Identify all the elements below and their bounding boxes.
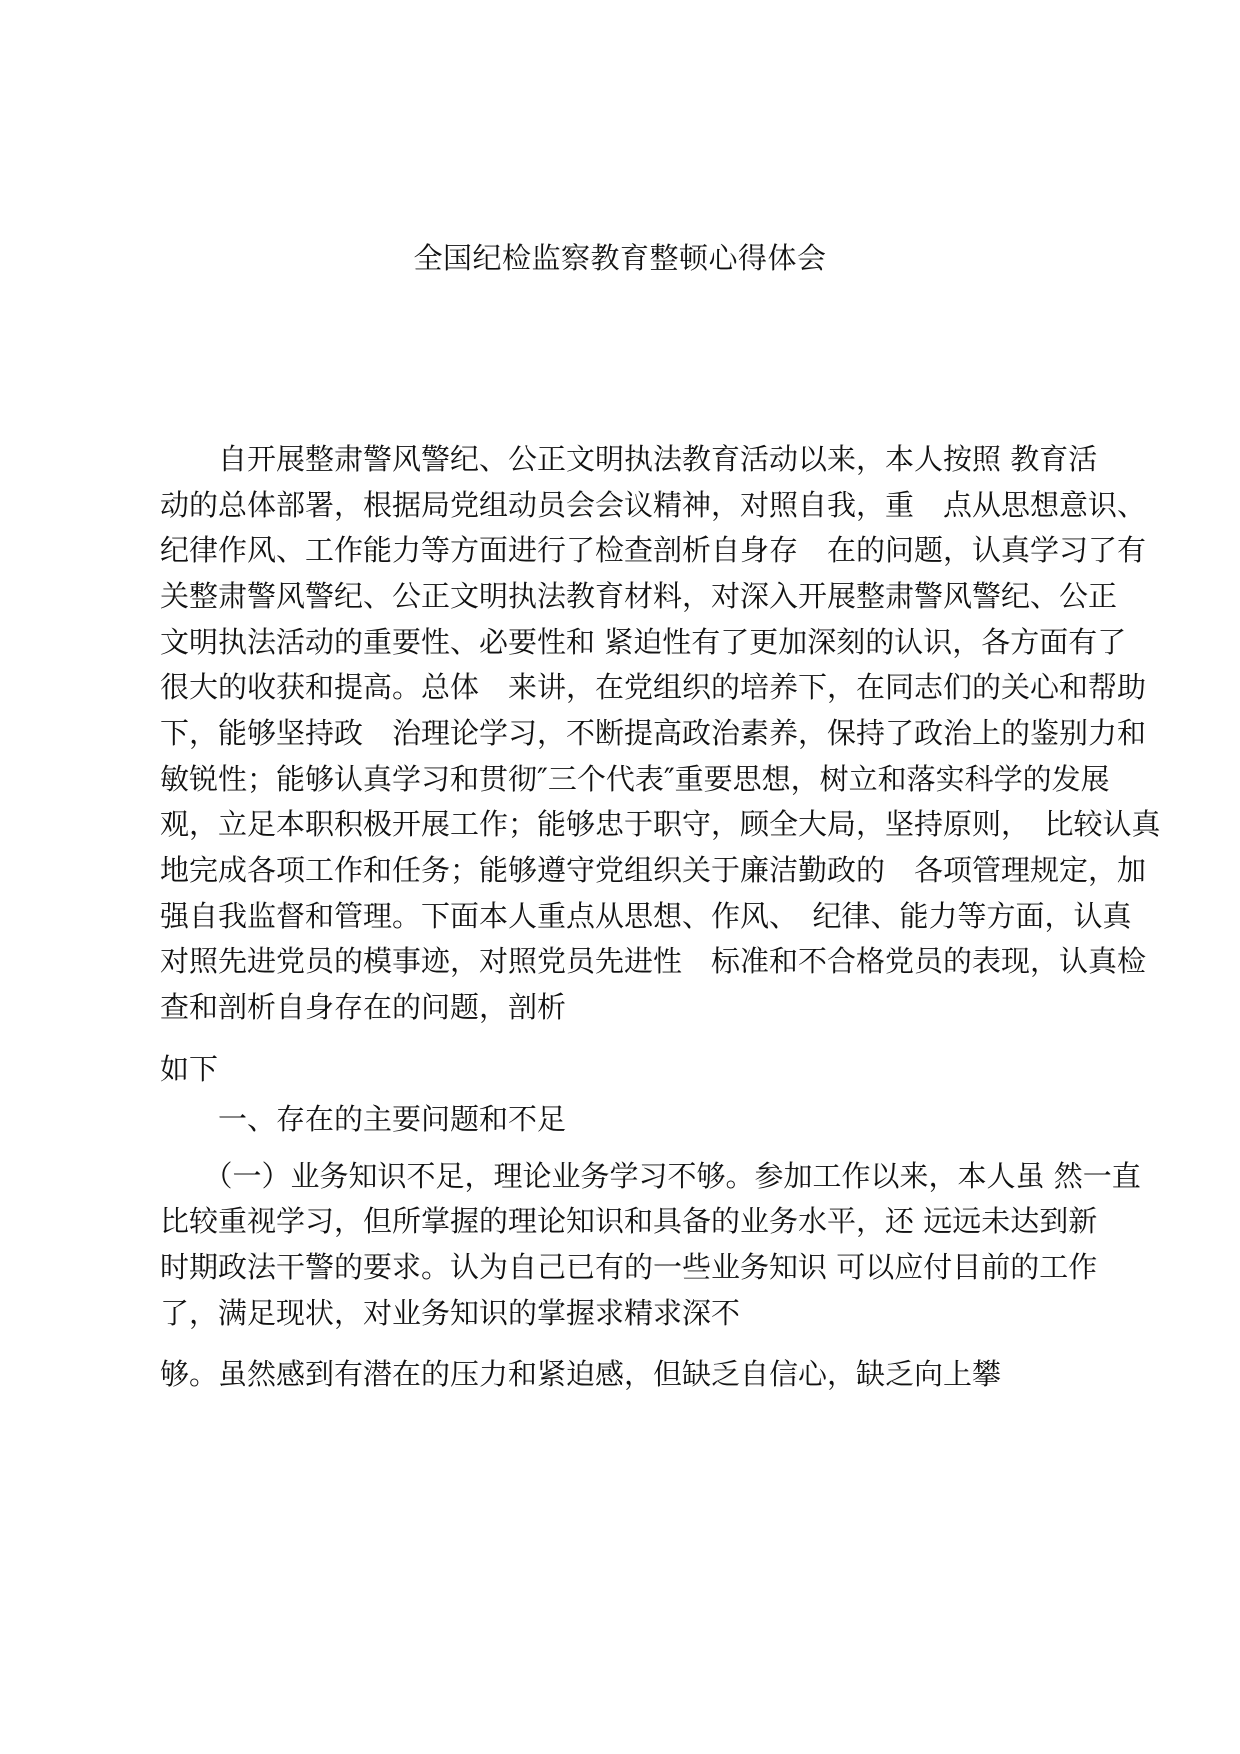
body-line: 文明执法活动的重要性、必要性和 紧迫性有了更加深刻的认识，各方面有了 [160,625,1127,659]
body-line: 敏锐性；能够认真学习和贯彻″三个代表″重要思想，树立和落实科学的发展 [160,762,1110,796]
body-line: 关整肃警风警纪、公正文明执法教育材料，对深入开展整肃警风警纪、公正 [160,579,1118,613]
body-line: 对照先进党员的模事迹，对照党员先进性 标准和不合格党员的表现，认真检 [160,944,1147,978]
body-line: 了，满足现状，对业务知识的掌握求精求深不 [160,1296,741,1330]
body-line: 自开展整肃警风警纪、公正文明执法教育活动以来，本人按照 教育活 [160,442,1098,476]
section-heading: 一、存在的主要问题和不足 [160,1102,567,1136]
body-line: 动的总体部署，根据局党组动员会会议精神，对照自我，重 点从思想意识、 [160,488,1147,522]
body-line: 够。虽然感到有潜在的压力和紧迫感，但缺乏自信心，缺乏向上攀 [160,1357,1002,1391]
body-line: 时期政法干警的要求。认为自己已有的一些业务知识 可以应付目前的工作 [160,1250,1098,1284]
body-line: 地完成各项工作和任务；能够遵守党组织关于廉洁勤政的 各项管理规定，加 [160,853,1147,887]
body-line: 查和剖析自身存在的问题，剖析 [160,990,567,1024]
document-title: 全国纪检监察教育整顿心得体会 [413,241,827,275]
body-line: 很大的收获和提高。总体 来讲，在党组织的培养下，在同志们的关心和帮助 [160,670,1147,704]
body-line: 强自我监督和管理。下面本人重点从思想、作风、 纪律、能力等方面，认真 [160,899,1132,933]
body-line: 观，立足本职积极开展工作；能够忠于职守，顾全大局，坚持原则， 比较认真 [160,807,1161,841]
body-line: 下，能够坚持政 治理论学习，不断提高政治素养，保持了政治上的鉴别力和 [160,716,1147,750]
body-line: （一）业务知识不足，理论业务学习不够。参加工作以来，本人虽 然一直 [160,1159,1141,1193]
body-line: 比较重视学习，但所掌握的理论知识和具备的业务水平，还 远远未达到新 [160,1204,1098,1238]
body-line: 纪律作风、工作能力等方面进行了检查剖析自身存 在的问题，认真学习了有 [160,533,1147,567]
body-line: 如下 [160,1052,219,1086]
